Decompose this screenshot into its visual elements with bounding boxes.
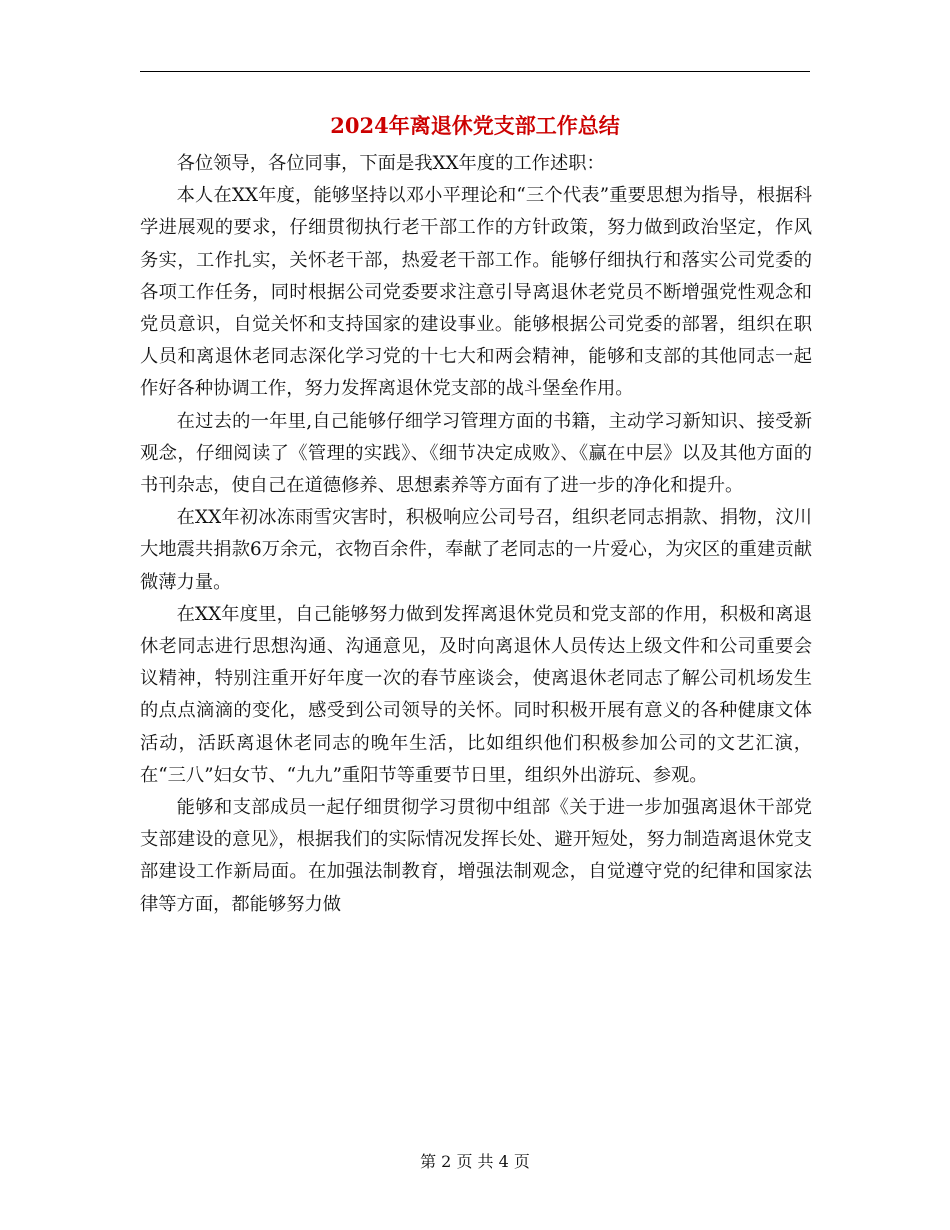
document-body	[140, 148, 812, 921]
paragraph-activities: 在XX年度里，自己能够努力做到发挥离退休党员和党支部的作用，积极和离退休老同志进行思想沟通、沟通意见，及时向离退休人员传达上级文件和公司重要会议精神，特别注重开好年度一次的春节座谈会，使离退休老同志了解公司机场发生的点点滴滴的变化，感受到公司领导的关怀。同时积极开展有意义的各种健康文体活动，活跃离退休老同志的晚年生活，比如组织他们积极参加公司的文艺汇演，在“三八”妇女节、“九九”重阳节等重要节日里，组织外出游玩、参观。	[140, 603, 812, 786]
page-footer	[0, 1150, 950, 1174]
page-number: 第 2 页 共 4 页	[420, 1152, 530, 1171]
paragraph-intro: 各位领导，各位同事，下面是我XX年度的工作述职：	[176, 153, 605, 174]
paragraph-theory: 本人在XX年度，能够坚持以邓小平理论和“三个代表”重要思想为指导，根据科学进展观的要求，仔细贯彻执行老干部工作的方针政策，努力做到政治坚定，作风务实，工作扎实，关怀老干部，热爱老干部工作。能够仔细执行和落实公司党委的各项工作任务，同时根据公司党委要求注意引导离退休老党员不断增强党性观念和党员意识，自觉关怀和支持国家的建设事业。能够根据公司党委的部署，组织在职人员和离退休老同志深化学习党的十七大和两会精神，能够和支部的其他同志一起作好各种协调工作，努力发挥离退休党支部的战斗堡垒作用。	[140, 185, 812, 400]
paragraph-party-building: 能够和支部成员一起仔细贯彻学习贯彻中组部《关于进一步加强离退休干部党支部建设的意见》，根据我们的实际情况发挥长处、避开短处，努力制造离退休党支部建设工作新局面。在加强法制教育，增强法制观念，自觉遵守党的纪律和国家法律等方面，都能够努力做	[140, 797, 812, 915]
paragraph-disaster-relief: 在XX年初冰冻雨雪灾害时，积极响应公司号召，组织老同志捐款、捐物，汶川大地震共捐款6万余元，衣物百余件，奉献了老同志的一片爱心，为灾区的重建贡献微薄力量。	[140, 507, 812, 593]
document-title: 2024年离退休党支部工作总结	[330, 113, 620, 138]
header-rule	[140, 71, 810, 72]
paragraph-study: 在过去的一年里,自己能够仔细学习管理方面的书籍，主动学习新知识、接受新观念，仔细阅读了《管理的实践》、《细节决定成败》、《赢在中层》以及其他方面的书刊杂志，使自己在道德修养、思想素养等方面有了进一步的净化和提升。	[140, 410, 812, 497]
